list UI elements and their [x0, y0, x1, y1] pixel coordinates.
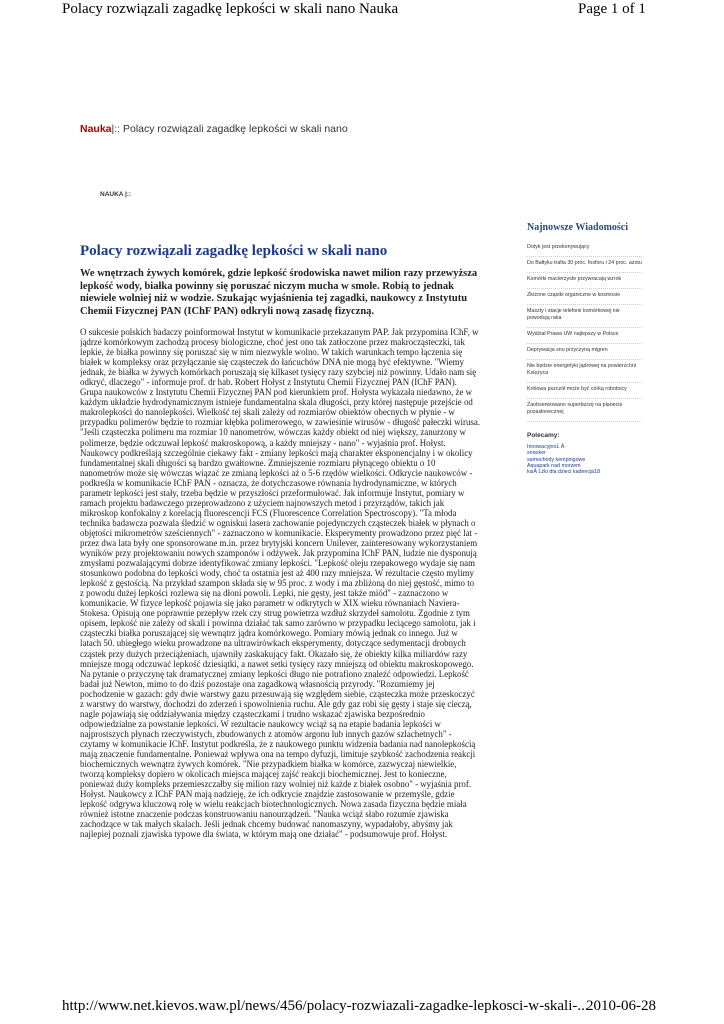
news-item[interactable]: Dotyk jest przekonywujący — [527, 241, 642, 257]
section-label[interactable]: NAUKA |:: — [100, 191, 132, 198]
recommended-link[interactable]: ksiĂ Ĺźki dla dzieci kadencja18 — [527, 469, 601, 476]
breadcrumb-title: Polacy rozwiązali zagadkę lepkości w skali nano — [123, 123, 348, 135]
news-item[interactable]: Zaobserwowano superburzę na planecie pozasłonecznej — [527, 399, 642, 422]
news-item[interactable]: Deprywacja snu przyczyną migren — [527, 344, 642, 360]
print-url: http://www.net.kievos.waw.pl/news/456/polacy-rozwiazali-zagadke-lepkosci-w-skali-... — [62, 998, 589, 1014]
recommended-link[interactable]: Aquapark nad morzem — [527, 462, 581, 469]
news-item[interactable]: Maszty i stacje telefonii komórkowej nie powodują raka — [527, 305, 642, 328]
article-lead: We wnętrzach żywych komórek, gdzie lepkość środowiska nawet milion razy przewyższa lepkość wody, białka powinny się poruszać niczym mucha w smole. Robią to jednak niewiele wolniej niż w wodzie. Szukając wyjaśnienia tej zagadki, naukowcy z Instytutu Chemii Fizycznej PAN (IChF PAN) odkryli nową zasadę fizyczną. — [80, 268, 478, 317]
news-item[interactable]: Nie będzie energetyki jądrowej na powierzchni Księżyca — [527, 360, 642, 383]
article-headline: Polacy rozwiązali zagadkę lepkości w skali nano — [80, 243, 388, 259]
sidebar-title: Najnowsze Wiadomości — [527, 222, 629, 233]
breadcrumb-separator: |:: — [111, 123, 123, 135]
print-footer — [0, 998, 724, 1020]
sidebar — [527, 222, 642, 475]
news-item[interactable]: Złożone cząstki organiczne w kosmosie — [527, 289, 642, 305]
news-item[interactable]: Do Bałtyku trafia 30 proc. fosforu i 24 proc. azotu — [527, 257, 642, 273]
news-item[interactable]: Wydział Prawa UW najlepszy w Polsce — [527, 328, 642, 344]
page-number: Page 1 of 1 — [578, 1, 646, 17]
print-date: 2010-06-28 — [586, 998, 656, 1014]
news-item[interactable]: Królowa pszczół może być córką robotnicy — [527, 383, 642, 399]
news-item[interactable]: Komórki macierzyste przywracają wzrok — [527, 273, 642, 289]
breadcrumb — [80, 123, 348, 135]
print-title: Polacy rozwiązali zagadkę lepkości w skali nano Nauka — [62, 1, 399, 17]
recommended-link[interactable]: samochody kempingowe — [527, 456, 586, 463]
recommended-link[interactable]: InnowacyjnoĹ Ä — [527, 444, 565, 450]
article-body: O sukcesie polskich badaczy poinformował Instytut w komunikacie przekazanym PAP. Jak przypomina IChF, w jądrze komórkowym zachodzą procesy biologiczne, choć jest ono tak zatłoczone przez makrocząsteczki, tak lepkie, że białka powinny się poruszać się w nim niezwykle wolno. W takich warunkach tempo łączenia się białek w kompleksy oraz przyłączanie się cząsteczek do łańcuchów DNA nie mogą być efektywne. "Wiemy jednak, że białka w żywych komórkach poruszają się kilkaset tysięcy razy szybciej niż powinny. Udało nam się odkryć, dlaczego" - informuje prof. dr hab. Robert Hołyst z Instytutu Chemii Fizycznej PAN (IChF PAN). Grupa naukowców z Instytutu Chemii Fizycznej PAN pod kierunkiem prof. Hołysta wykazała niedawno, że w każdym układzie hydrodynamicznym istnieje fundamentalna skala długości, przy której następuje przejście od makrolepkości do nanolepkości. Wielkość tej skali zależy od rozmiarów obiektów obecnych w płynie - w przypadku polimerów będzie to rozmiar kłębka polimerowego, w zawiesinie wirusów - długość pałeczki wirusa. "Jeśli cząsteczka polimeru ma rozmiar 10 nanometrów, wówczas każdy obiekt od niej większy, zanurzony w polimerze, będzie odczuwał lepkość makroskopową, a każdy mniejszy - nano" - wyjaśnia prof. Hołyst. Naukowcy podkreślają szczególnie ciekawy fakt - zmiany lepkości mają charakter eksponencjalny i w okolicy fundamentalnej skali długości są bardzo gwałtowne. Zmniejszenie rozmiaru płynącego obiektu o 10 nanometrów może się wówczas wiązać ze zmianą lepkości aż o 5-6 rzędów wielkości. Odkrycie naukowców - podkreśla w komunikacie IChF PAN - oznacza, że dotychczasowe równania hydrodynamiczne, w których parametr lepkości jest stały, trzeba będzie w przyszłości przeformułować. Jak informuje Instytut, pomiary w ramach projektu badawczego przeprowadzono z użyciem najnowszych metod i przyrządów, takich jak mikroskop konfokalny z korelacją fluorescencji FCS (Fluorescence Correlation Spectroscopy). "Ta młoda technika badawcza pozwala śledzić w ogniskui lasera zachowanie pojedynczych cząsteczek białek w płynach o objętości mikrometrów sześciennych" - zaznaczono w komunikacie. Eksperymenty prowadzono przez pięć lat - przez dwa lata były one sponsorowane m.in. przez brytyjski koncern Unilever, zainteresowany wykorzystaniem wyników przy projektowaniu nowych szamponów i odżywek. Jak przypomina IChF PAN, ludzie nie dysponują zmysłami pozwalającymi dobrze identyfikować zmiany lepkości. "Lepkość oleju rzepakowego wydaje się nam stosunkowo podobna do lepkości wody, choć ta ostatnia jest aż 400 razy mniejsza. W rezultacie często mylimy lepkość z gęstością. Na przykład szampon składa się w 95 proc. z wody i ma zbliżoną do niej gęstość, mimo to z powodu dużej lepkości rozlewa się na dłoni powoli. Lepki, nie gęsty, jest także miód" - zaznaczono w komunikacie. W fizyce lepkość pojawia się jako parametr w odkrytych w XIX wieku równaniach Naviera-Stokesa. Opisują one poprawnie przepływ rzek czy strug powietrza wzdłuż skrzydeł samolotu. Zgodnie z tym opisem, lepkość nie zależy od skali i powinna działać tak samo zarówno w przypadku leciącego samolotu, jak i cząsteczki białka poruszającej się wewnątrz jądra komórkowego. Pomiary mówią jednak co innego. Już w latach 50. ubiegłego wieku prowadzone na ultrawirówkach eksperymenty, dotyczące sedymentacji drobnych cząstek przy dużych przeciążeniach, ujawniły zaskakujący fakt. Okazało się, że obiekty kilka miliardów razy mniejsze mogą odczuwać lepkość dziesiątki, a nawet setki tysięcy razy mniejszą od obiektu makroskopowego. Na pytanie o przyczynę tak dramatycznej zmiany lepkości długo nie potrafiono znaleźć odpowiedzi. Lepkość badał już Newton, mimo to do dziś pozostaje ona zagadkową własnością przyrody. "Rozumiemy jej pochodzenie w gazach: gdy dwie warstwy gazu przesuwają się względem siebie, cząsteczka może przeskoczyć z warstwy do warstwy, dochodzi do zderzeń i spowolnienia ruchu. Ale gdy gaz robi się gęsty i staje się cieczą, nagle pojawiają się oddziaływania między cząsteczkami i trudno wskazać zjawiska bezpośrednio odpowiedzialne za powstanie lepkości. W rezultacie naukowcy wciąż są na etapie badania lepkości w najprostszych płynach rzeczywistych, zbudowanych z atomów argonu lub innych gazów szlachetnych" - czytamy w komunikacie IChF. Instytut podkreśla, że z naukowego punktu widzenia badania nad nanolepkością mają znaczenie fundamentalne. Ponieważ wpływa ona na tempo dyfuzji, limituje szybkość zachodzenia reakcji biochemicznych wewnątrz żywych komórek. "Nie przypadkiem białka w komórce, zazwyczaj niewielkie, tworzą kompleksy dopiero w okolicach miejsca mającej zajść reakcji biochemicznej. Jest to konieczne, ponieważ duży kompleks przemieszczałby się milion razy wolniej niż każde z białek osobno" - wyjaśnia prof. Hołyst. Naukowcy z IChF PAN mają nadzieję, że ich odkrycie znajdzie zastosowanie w przemyśle, gdzie lepkość odgrywa kluczową rolę w wielu reakcjach biotechnologicznych. Nowa zasada fizyczna będzie miała również istotne znaczenie podczas konstruowaniu nanourządzeń. "Nauka wciąż słabo rozumie zjawiska zachodzące w tak małych skalach. Jeśli jednak chcemy budować nanomaszyny, wypadałoby, abyśmy jak najlepiej poznali zjawiska typowe dla świata, w którym mają one działać" - podsumowuje prof. Hołyst. — [80, 327, 480, 840]
recommended-title: Polecamy: — [527, 432, 560, 439]
print-header — [0, 0, 724, 22]
breadcrumb-section-link[interactable]: Nauka — [80, 123, 112, 135]
recommended-link[interactable]: snooker — [527, 450, 546, 457]
